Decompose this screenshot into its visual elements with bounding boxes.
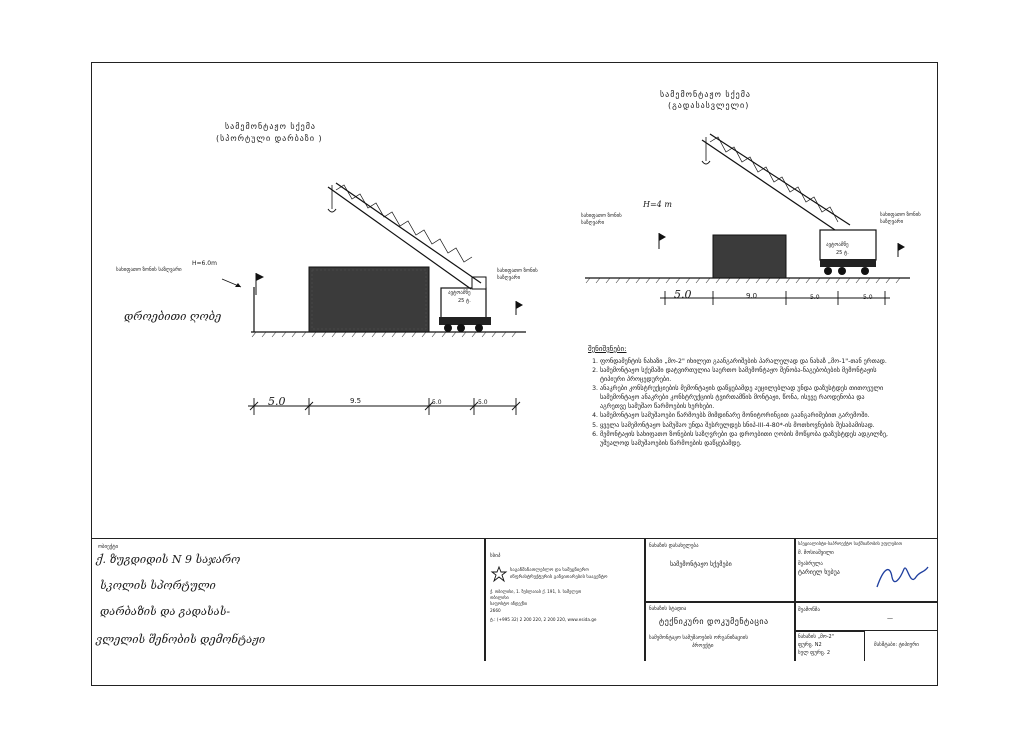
passage-building <box>713 235 786 278</box>
right-dim-3: 5.0 <box>810 294 820 301</box>
notes-block <box>588 345 888 450</box>
right-dim-1: 5.0 <box>674 288 692 301</box>
sheet-ref-1: ნახაზის „მო-2" <box>798 634 835 640</box>
note-item: 4. სამემონტაჟო სამუშაოები წარმოებს მიმდინარე მონიტორინგით გაანგარიშებით გარემოში. <box>600 412 888 421</box>
left-dim-1: 5.0 <box>268 395 286 408</box>
zone-flag-right-icon <box>898 243 905 251</box>
org-address-2: თბილისი <box>490 595 509 600</box>
right-dimension-line <box>660 291 890 305</box>
org-index-label: საფოსტო ინდექსი <box>490 601 528 606</box>
zone-flag-left-icon <box>256 273 264 281</box>
object-line-2: სკოლის სპორტული <box>100 579 216 592</box>
org-name-1: საგანმანათლებლო და სამეცნიერო <box>510 568 589 573</box>
note-item: 1. ფონდამენტის ნახაზი „მო-2" იხილეთ გაანგარიშების პარალელად და ნახაზ „მო-1"-თან ერთად. <box>600 358 888 367</box>
checked-value: — <box>887 615 893 622</box>
left-dim-4: 5.0 <box>478 399 488 406</box>
doc-subtitle-1: სამემონტაჟო სამუშაოების ორგანიზაციის <box>649 635 748 641</box>
right-height-mark: H=4 m <box>643 200 672 209</box>
org-role-label: სპეციალისტი-საპროექტო საქმიანობის უფლებით <box>798 542 903 547</box>
zone-flag-left-icon <box>659 233 666 241</box>
object-line-4: ვლელის შენობის დემონტაჟი <box>96 633 266 646</box>
signature-icon <box>872 557 932 597</box>
left-crane-label: ავტოამწე <box>448 290 471 296</box>
scale-label: მასშტაბი: ტიპიური <box>874 642 919 648</box>
left-scheme-title: სამემონტაჟო სქემა <box>225 122 316 131</box>
agency-logo-icon <box>490 565 508 583</box>
right-zone-sign-left: სახიფათო ზონის საზღვარი <box>581 213 622 226</box>
org-address-1: ქ. თბილისი, 1. ზუბლაიას ქ. 191, ბ. სამელეთ <box>490 589 582 594</box>
object-label: ობიექტი <box>98 544 119 550</box>
org-index: 2660 <box>490 608 501 613</box>
ground-hatch <box>252 332 516 337</box>
left-dim-3: 5.0 <box>432 399 442 406</box>
org-name-2: ინფრასტრუქტურის განვითარების სააგენტო <box>510 575 608 580</box>
note-item: 5. ყველა სამემონტაჟო სამუშაო უნდა შესრულდეს სნიპ-III-4-80*-ის მოთხოვნების შესაბამისად. <box>600 422 888 431</box>
sheet-name-label: ნახაზის დასახელება <box>649 543 699 549</box>
left-dim-2: 9.5 <box>350 397 362 405</box>
title-block <box>92 538 938 661</box>
object-line-1: ქ. ზუგდიდის N 9 საჯარო <box>96 553 241 566</box>
engineer-name: ტარიელ ხუბუა <box>798 569 840 576</box>
org-short: სსიპ <box>490 553 501 559</box>
right-crane-label: ავტოამწე <box>826 242 849 248</box>
left-crane-capacity: 25 ტ. <box>458 298 471 304</box>
zone-flag-right-icon <box>516 301 523 309</box>
doc-type-label: ნახაზის სტადია <box>649 606 687 612</box>
right-scheme-title: სამემონტაჟო სქემა <box>660 90 751 99</box>
sheet-name: სამემონტაჟო სქემები <box>670 561 732 568</box>
org-role-name: მ. მოსიაშვილი <box>798 550 834 556</box>
left-height-mark: H=6.0m <box>192 260 217 267</box>
organization-cell <box>485 539 645 661</box>
sheet-ref-3: სულ ფურც. 2 <box>798 650 831 656</box>
sports-hall-building <box>309 267 429 332</box>
sheet-ref-2: ფურც. N2 <box>798 642 822 648</box>
right-dim-2: 9.0 <box>746 292 758 300</box>
notes-heading: შენიშვნები: <box>588 345 627 353</box>
right-zone-sign-right: სახიფათო ზონის საზღვარი <box>880 212 921 225</box>
org-phone: ტ.: (+995 32) 2 200 220, 2 200 220, www.esida.ge <box>490 617 597 622</box>
doc-type: ტექნიკური დოკუმენტაცია <box>659 617 769 626</box>
engineer-label: შეასრულა <box>798 561 823 567</box>
note-item: 2. სამემონტაჟო სქემაში დატვირთულია საერთო სამემონტაჟო შენობა-ნაგებობების მემონტაჟის ტიპიური პროცედურები. <box>600 367 888 384</box>
temporary-fence-note: დროებითი ღობე <box>124 310 222 323</box>
right-crane-capacity: 25 ტ. <box>836 250 849 256</box>
left-zone-sign-left: სახიფათო ზონის საზღვარი <box>116 267 182 273</box>
doc-subtitle-2: პროექტი <box>692 643 714 649</box>
right-dim-4: 5.0 <box>863 294 873 301</box>
note-item: 3. ანაკრები კონსტრუქციების მემონტაჟის დაწყებამდე აუცილებლად უნდა დაზუსტდეს თითოეული სამემონტაჟო ანაკრები კონსტრუქციის ტვირთამწის მონტაჟი, წონა, ისევე რაოდენობა და აგრეთვე სამუშაო წარმოების ხერხები. <box>600 385 888 411</box>
right-scheme-subtitle: (გადასასვლელი) <box>668 101 750 110</box>
left-zone-sign-right: სახიფათო ზონის საზღვარი <box>497 268 538 281</box>
left-scheme-subtitle: (სპორტული დარბაზი ) <box>216 134 323 143</box>
note-item: 6. მემონტაჟის სახიფათო ზონების საზღვრები და დროებითი ღობის მოწყობა დაზუსტდეს ადგილზე, უშუალოდ სამუშაოების წარმოების დაწყებამდე. <box>600 431 888 448</box>
checked-label: შეამოწმა <box>798 607 820 613</box>
object-line-3: დარბაზის და გადასას- <box>100 605 231 618</box>
